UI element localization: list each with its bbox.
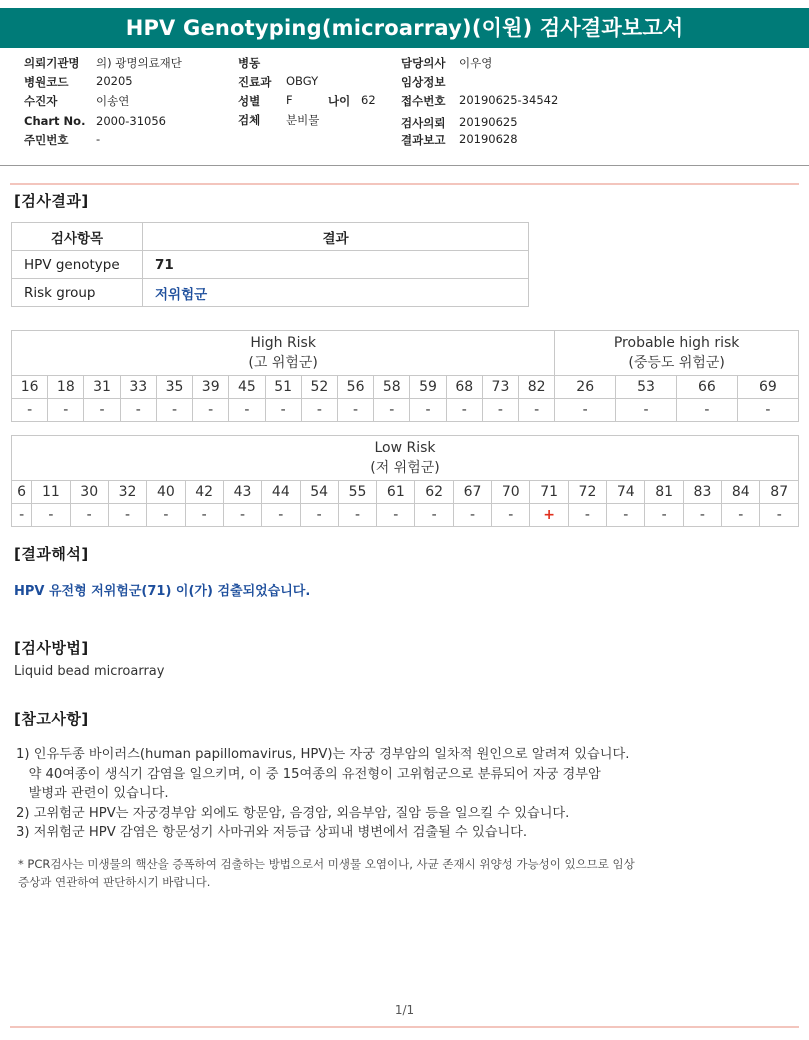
genotype-result: - bbox=[453, 504, 491, 527]
top-divider bbox=[10, 183, 799, 185]
genotype-result: - bbox=[12, 504, 32, 527]
genotype-number: 69 bbox=[737, 376, 798, 399]
genotype-number: 43 bbox=[223, 481, 261, 504]
info-divider bbox=[0, 165, 809, 166]
col-item-header: 검사항목 bbox=[12, 223, 143, 251]
genotype-number: 81 bbox=[645, 481, 683, 504]
info-label: 진료과 bbox=[238, 75, 272, 89]
low-risk-subtitle: (저 위험군) bbox=[370, 460, 440, 476]
genotype-number: 18 bbox=[48, 376, 84, 399]
genotype-result: - bbox=[147, 504, 185, 527]
genotype-number: 52 bbox=[301, 376, 337, 399]
genotype-number: 35 bbox=[156, 376, 192, 399]
genotype-number: 71 bbox=[530, 481, 568, 504]
genotype-result: - bbox=[415, 504, 453, 527]
genotype-result: - bbox=[301, 399, 337, 422]
info-value: 이우영 bbox=[459, 56, 493, 70]
genotype-result: 71 bbox=[143, 251, 529, 279]
genotype-number: 31 bbox=[84, 376, 120, 399]
genotype-result: - bbox=[760, 504, 799, 527]
bottom-divider bbox=[10, 1026, 799, 1028]
probable-high-risk-header bbox=[555, 331, 799, 376]
info-label: 결과보고 bbox=[401, 133, 446, 147]
info-value: F bbox=[286, 93, 293, 107]
genotype-result: - bbox=[607, 504, 645, 527]
genotype-number: 45 bbox=[229, 376, 265, 399]
genotype-result: - bbox=[265, 399, 301, 422]
info-value: OBGY bbox=[286, 74, 319, 88]
genotype-result: - bbox=[185, 504, 223, 527]
note-line: 2) 고위험군 HPV는 자궁경부암 외에도 항문암, 음경암, 외음부암, 질암 등을 일으킬 수 있습니다. bbox=[16, 805, 570, 821]
info-value: 의) 광명의료재단 bbox=[96, 56, 182, 70]
high-risk-title: High Risk bbox=[250, 335, 316, 351]
genotype-number: 82 bbox=[519, 376, 555, 399]
info-label: Chart No. bbox=[24, 114, 86, 128]
reference-notes bbox=[16, 745, 629, 843]
info-value: 20190625-34542 bbox=[459, 93, 559, 107]
info-value: 2000-31056 bbox=[96, 114, 166, 128]
genotype-number: 56 bbox=[337, 376, 373, 399]
genotype-result: - bbox=[374, 399, 410, 422]
genotype-result: - bbox=[12, 399, 48, 422]
footnote-line: 증상과 연관하여 판단하시기 바랍니다. bbox=[18, 875, 211, 889]
note-line: 3) 저위험군 HPV 감염은 항문성기 사마귀와 저등급 상피내 병변에서 검출될 수 있습니다. bbox=[16, 825, 528, 840]
genotype-result: - bbox=[48, 399, 84, 422]
method-text: Liquid bead microarray bbox=[14, 664, 165, 679]
genotype-number: 70 bbox=[492, 481, 530, 504]
info-label: 병동 bbox=[238, 56, 261, 70]
genotype-result-positive: + bbox=[530, 504, 568, 527]
row-item: Risk group bbox=[12, 279, 143, 307]
info-label: 병원코드 bbox=[24, 75, 69, 89]
info-value: 분비물 bbox=[286, 113, 320, 127]
genotype-result: - bbox=[446, 399, 482, 422]
section-interpretation-title: [결과해석] bbox=[14, 545, 89, 563]
genotype-result: - bbox=[737, 399, 798, 422]
genotype-result: - bbox=[616, 399, 677, 422]
high-risk-subtitle: (고 위험군) bbox=[248, 355, 318, 371]
probable-high-risk-subtitle: (중등도 위험군) bbox=[628, 355, 725, 371]
genotype-result: - bbox=[683, 504, 721, 527]
age-value: 62 bbox=[361, 93, 376, 107]
genotype-result: - bbox=[555, 399, 616, 422]
genotype-number: 74 bbox=[607, 481, 645, 504]
genotype-result: - bbox=[410, 399, 446, 422]
genotype-result: - bbox=[84, 399, 120, 422]
genotype-number: 6 bbox=[12, 481, 32, 504]
info-label: 검체 bbox=[238, 113, 261, 127]
genotype-number: 26 bbox=[555, 376, 616, 399]
low-risk-header bbox=[12, 436, 799, 481]
footnote-line: * PCR검사는 미생물의 핵산을 증폭하여 검출하는 방법으로서 미생물 오염이나, 사균 존재시 위양성 가능성이 있으므로 임상 bbox=[18, 857, 635, 871]
footnote bbox=[18, 855, 635, 891]
genotype-number: 73 bbox=[482, 376, 518, 399]
genotype-number: 61 bbox=[377, 481, 415, 504]
info-value: 20205 bbox=[96, 74, 133, 88]
note-line: 1) 인유두종 바이러스(human papillomavirus, HPV)는 자궁 경부암의 일차적 원인으로 알려져 있습니다. bbox=[16, 747, 630, 762]
info-label: 임상정보 bbox=[401, 75, 446, 89]
genotype-number: 67 bbox=[453, 481, 491, 504]
genotype-result: - bbox=[300, 504, 338, 527]
interpretation-text: HPV 유전형 저위험군(71) 이(가) 검출되었습니다. bbox=[14, 584, 311, 599]
info-value: 20190628 bbox=[459, 132, 518, 146]
section-result-title: [검사결과] bbox=[14, 192, 89, 210]
genotype-number: 51 bbox=[265, 376, 301, 399]
genotype-result: - bbox=[338, 504, 376, 527]
genotype-result: - bbox=[337, 399, 373, 422]
genotype-number: 44 bbox=[262, 481, 300, 504]
genotype-result: - bbox=[377, 504, 415, 527]
genotype-number: 84 bbox=[722, 481, 760, 504]
info-label: 의뢰기관명 bbox=[24, 56, 80, 70]
col-result-header: 결과 bbox=[143, 223, 529, 251]
info-label: 담당의사 bbox=[401, 56, 446, 70]
genotype-result: - bbox=[722, 504, 760, 527]
genotype-result: - bbox=[492, 504, 530, 527]
genotype-number: 32 bbox=[108, 481, 146, 504]
genotype-number: 11 bbox=[32, 481, 70, 504]
genotype-number: 53 bbox=[616, 376, 677, 399]
genotype-number: 87 bbox=[760, 481, 799, 504]
low-risk-table bbox=[11, 435, 799, 527]
note-line: 약 40여종이 생식기 감염을 일으키며, 이 중 15여종의 유전형이 고위험군으로 분류되어 자궁 경부암 bbox=[16, 766, 601, 782]
info-label: 접수번호 bbox=[401, 94, 446, 108]
genotype-number: 33 bbox=[120, 376, 156, 399]
probable-high-risk-title: Probable high risk bbox=[613, 335, 740, 351]
genotype-result: - bbox=[223, 504, 261, 527]
row-item: HPV genotype bbox=[12, 251, 143, 279]
genotype-number: 72 bbox=[568, 481, 606, 504]
genotype-number: 16 bbox=[12, 376, 48, 399]
info-label: 주민번호 bbox=[24, 133, 69, 147]
info-value: 이송연 bbox=[96, 94, 130, 108]
info-label: 수진자 bbox=[24, 94, 58, 108]
genotype-result: - bbox=[262, 504, 300, 527]
risk-group-result: 저위험군 bbox=[143, 279, 529, 307]
report-title: HPV Genotyping(microarray)(이원) 검사결과보고서 bbox=[0, 8, 809, 48]
info-value: - bbox=[96, 132, 101, 146]
patient-info bbox=[0, 55, 809, 167]
info-label: 성별 bbox=[238, 94, 261, 108]
genotype-number: 58 bbox=[374, 376, 410, 399]
genotype-result: - bbox=[568, 504, 606, 527]
high-risk-table bbox=[11, 330, 799, 422]
genotype-result: - bbox=[645, 504, 683, 527]
genotype-result: - bbox=[193, 399, 229, 422]
result-table bbox=[11, 222, 529, 307]
genotype-result: - bbox=[70, 504, 108, 527]
genotype-result: - bbox=[108, 504, 146, 527]
genotype-number: 83 bbox=[683, 481, 721, 504]
genotype-number: 42 bbox=[185, 481, 223, 504]
genotype-result: - bbox=[32, 504, 70, 527]
genotype-result: - bbox=[519, 399, 555, 422]
genotype-number: 55 bbox=[338, 481, 376, 504]
note-line: 발병과 관련이 있습니다. bbox=[16, 786, 169, 801]
genotype-number: 30 bbox=[70, 481, 108, 504]
genotype-number: 40 bbox=[147, 481, 185, 504]
genotype-result: - bbox=[482, 399, 518, 422]
info-value: 20190625 bbox=[459, 115, 518, 129]
genotype-number: 59 bbox=[410, 376, 446, 399]
genotype-number: 54 bbox=[300, 481, 338, 504]
age-label: 나이 bbox=[328, 94, 351, 108]
high-risk-header bbox=[12, 331, 555, 376]
genotype-number: 39 bbox=[193, 376, 229, 399]
low-risk-title: Low Risk bbox=[374, 440, 436, 456]
genotype-number: 68 bbox=[446, 376, 482, 399]
section-method-title: [검사방법] bbox=[14, 639, 89, 657]
info-label: 검사의뢰 bbox=[401, 116, 446, 130]
genotype-result: - bbox=[120, 399, 156, 422]
genotype-number: 62 bbox=[415, 481, 453, 504]
genotype-result: - bbox=[156, 399, 192, 422]
page-number: 1/1 bbox=[394, 1003, 415, 1017]
genotype-result: - bbox=[676, 399, 737, 422]
genotype-number: 66 bbox=[676, 376, 737, 399]
section-reference-title: [참고사항] bbox=[14, 710, 89, 728]
genotype-result: - bbox=[229, 399, 265, 422]
